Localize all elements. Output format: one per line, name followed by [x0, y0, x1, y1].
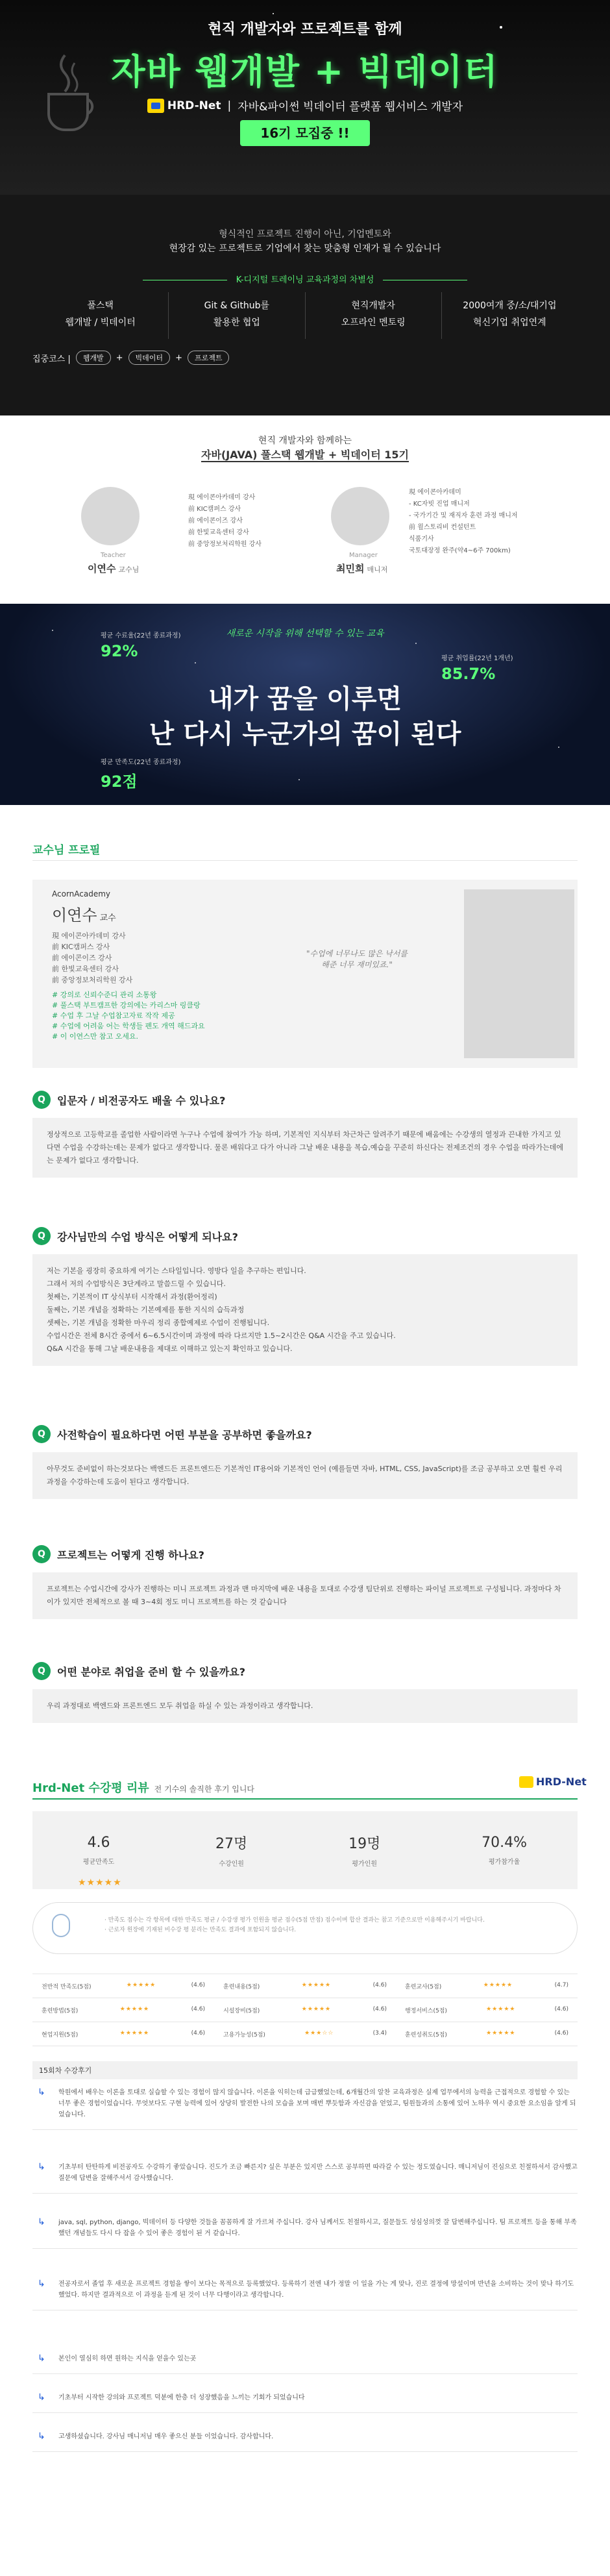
star-decoration	[195, 662, 196, 663]
question: 강사님만의 수업 방식은 어떻게 되나요?	[57, 1230, 238, 1243]
hrd-net-logo: HRD-Net	[519, 1776, 587, 1788]
q-icon: Q	[32, 1227, 51, 1245]
hero-desc: 자바&파이썬 빅데이터 플랫폼 웹서비스 개발자	[238, 101, 463, 114]
arrow-icon: ↳	[38, 2217, 45, 2227]
feature-item: 풀스택 웹개발 / 빅데이터	[65, 301, 136, 328]
arrow-icon: ↳	[38, 2392, 45, 2403]
table-row	[32, 2022, 578, 2046]
feature-item: Git & Github를 활용한 협업	[168, 292, 304, 339]
course-name: 자바(JAVA) 풀스택 웹개발 + 빅데이터 15기	[201, 449, 409, 461]
summary-item: 27명 수강인원	[215, 1836, 248, 1868]
teacher-avatar	[81, 487, 140, 545]
q-icon: Q	[32, 1662, 51, 1680]
question: 프로젝트는 어떻게 진행 하나요?	[57, 1548, 204, 1561]
profile-career-list: 現 에이콘아카데미 강사 前 KIC캠퍼스 강사 前 에이콘이즈 강사 前 한빛교육센터 강사 前 중앙정보처리학원 강사	[52, 932, 133, 984]
hero-brand-row	[0, 97, 610, 114]
profile-section	[0, 805, 610, 1084]
arrow-icon: ↳	[38, 2431, 45, 2442]
qa-item	[32, 1227, 578, 1366]
category-cell: 고용가능성(5점) ★★★☆☆ (3.4)	[223, 2029, 387, 2038]
qa-section	[0, 1084, 610, 1766]
summary-stars: ★★★★★	[78, 1877, 122, 1888]
review-title: Hrd-Net 수강평 리뷰 전 기수의 솔직한 후기 입니다	[32, 1781, 255, 1795]
summary-item: 4.6 평균만족도	[82, 1835, 115, 1866]
qa-item	[32, 1425, 578, 1499]
manager-avatar	[331, 487, 389, 545]
qa-item	[32, 1545, 578, 1619]
qa-item	[32, 1662, 578, 1723]
pill-bigdata[interactable]: 빅데이터	[128, 351, 171, 365]
category-cell: 시설장비(5점) ★★★★★ (4.6)	[223, 2005, 387, 2014]
hero-banner	[0, 0, 610, 195]
profile-quote: "수업에 너무나도 많은 낙서를 해준 너무 재미있죠."	[306, 949, 408, 969]
manager-role: Manager	[349, 552, 378, 559]
divider: |	[227, 99, 232, 112]
arrow-icon: ↳	[38, 2162, 45, 2172]
review-item: ↳ 기초부터 탄탄하게 비전공자도 수강하기 좋았습니다. 진도가 조금 빠른지? 싶은 부분은 있지만 스스로 공부하면 따라갈 수 있는 정도였습니다. 매니저님이 진심으로 친절하셔서 감사했고 질문에 답변을 잘해주셔서 감사했습니다.	[32, 2162, 578, 2194]
mic-icon	[52, 1914, 70, 1937]
category-cell: 훈련내용(5점) ★★★★★ (4.6)	[223, 1981, 387, 1990]
profile-title: 교수님 프로필	[32, 844, 101, 857]
category-cell: 훈련성취도(5점) ★★★★★ (4.6)	[405, 2029, 568, 2038]
plus-icon: +	[116, 353, 123, 363]
review-note: · 만족도 점수는 각 항목에 대한 만족도 평균 / 수강생 평가 인원을 평균 점수(5점 만점) 점수이며 합산 결과는 참고 기준으로만 이용해주시기 바랍니다. · 근로자 원장에 기재된 비수강 평 분리는 만족도 결과에 포함되지 않습니다.	[32, 1902, 578, 1954]
hrd-net-logo-icon	[147, 99, 164, 113]
hrd-net-logo: HRD-Net	[147, 99, 221, 113]
review-section	[0, 1766, 610, 2576]
q-icon: Q	[32, 1545, 51, 1563]
intro-line-1: 형식적인 프로젝트 진행이 아닌, 기업멘토와	[219, 229, 391, 240]
arrow-icon: ↳	[38, 2087, 45, 2098]
q-icon: Q	[32, 1425, 51, 1443]
star-decoration	[299, 779, 300, 780]
category-cell: 훈련방법(5점) ★★★★★ (4.6)	[42, 2005, 205, 2014]
profile-name: 이연수 교수	[52, 906, 116, 924]
profile-org: AcornAcademy	[52, 889, 111, 898]
category-cell: 현업지원(5점) ★★★★★ (4.6)	[42, 2029, 205, 2038]
teacher-name: 이연수 교수님	[88, 563, 140, 575]
arc-text: 새로운 시작을 위해 선택할 수 있는 교육	[226, 628, 384, 639]
feature-item: 현직개발자 오프라인 멘토링	[305, 292, 441, 339]
review-item: ↳ 전공자로서 졸업 후 새로운 프로젝트 경험을 쌓이 보다는 목적으로 등록했었다. 등록하기 전엔 내가 정말 이 일을 가는 게 맞나, 진로 결정에 망설이며 반년을 소비하는 것이 맞나 하기도 했었다. 하지만 결과적으로 이 과정을 듣게 된 것이 너무 다행이라고 생각합니다.	[32, 2279, 578, 2310]
star-decoration	[273, 13, 274, 14]
plus-icon: +	[175, 353, 182, 363]
review-item: ↳ java, sql, python, django, 빅데이터 등 다양한 것들을 꼼꼼하게 잘 가르쳐 주십니다. 강사 님께서도 친절하시고, 질문들도 성심성의껏 잘 답변해주십니다. 팀 프로젝트 등을 통해 부족했던 개념들도 다시 다 잡을 수 있어 좋은 경험이 된 거 같습니다.	[32, 2217, 578, 2249]
intro-section	[0, 195, 610, 415]
summary-item: 19명 평가인원	[348, 1836, 381, 1868]
review-item: ↳ 기초부터 시작한 강의와 프로젝트 덕분에 한층 더 성장했음을 느끼는 기회가 되었습니다	[32, 2392, 578, 2413]
stat-completion: 평균 수료율(22년 종료과정) 92%	[101, 632, 181, 660]
arrow-icon: ↳	[38, 2279, 45, 2289]
q-icon: Q	[32, 1091, 51, 1109]
review-list-title: 15회차 수강후기	[32, 2061, 578, 2079]
category-cell: 행정서비스(5점) ★★★★★ (4.6)	[405, 2005, 568, 2014]
stat-satisfaction: 평균 만족도(22년 종료과정) 92점	[101, 759, 181, 791]
question: 어떤 분야로 취업을 준비 할 수 있을까요?	[57, 1665, 245, 1678]
stat-banner	[0, 604, 610, 805]
divider	[32, 860, 578, 861]
k-digital-title: K-디지털 트레이닝 교육과정의 차별성	[0, 273, 610, 285]
manager-name: 최민희 매니저	[336, 563, 388, 575]
answer: 저는 기본을 굉장히 중요하게 여기는 스타일입니다. 영방다 일을 추구하는 편입니다. 그래서 저의 수업방식은 3단계라고 말씀드릴 수 있습니다. 첫째는, 기본적이 IT 상식부터 시작해서 과정(환어정리) 둘째는, 기본 개념을 정확하는 기본예제를 통한 지식의 습득과정 셋째는, 기본 개념을 정확한 마우리 정리 종합예제로 수업이 진행됩니다. 수업시간은 전체 8시간 중에서 6~6.5시간이며 과정에 따라 다르지만 1.5~2시간은 Q&A 시간을 주고 있습니다. Q&A 시간을 통해 그날 배운내용을 제대로 이해하고 있는지 확인하고 있습니다.	[32, 1254, 578, 1366]
table-row	[32, 1974, 578, 1998]
answer: 프로젝트는 수업시간에 강사가 진행하는 미니 프로젝트 과정과 맨 마지막에 배운 내용을 토대로 수강생 팀단위로 진행하는 파이널 프로젝트로 구성됩니다. 과정마다 차이가 있지만 전체적으로 볼 때 3~4회 정도 미니 프로젝트를 하는 것 같습니다	[32, 1572, 578, 1619]
instructor-section	[0, 415, 610, 604]
course-label: 집중코스 |	[32, 354, 71, 364]
question: 사전학습이 필요하다면 어떤 부분을 공부하면 좋을까요?	[57, 1428, 312, 1441]
category-cell: 전반적 만족도(5점) ★★★★★ (4.6)	[42, 1981, 205, 1990]
answer: 우리 과정대로 백엔드와 프론트엔드 모두 취업을 하실 수 있는 과정이라고 생각합니다.	[32, 1689, 578, 1723]
instructor-caption: 현직 개발자와 함께하는	[258, 436, 352, 446]
arrow-icon: ↳	[38, 2353, 45, 2364]
intro-line-2: 현장감 있는 프로젝트로 기업에서 찾는 맞춤형 인재가 될 수 있습니다	[169, 243, 441, 254]
pill-web[interactable]: 웹개발	[76, 351, 111, 365]
answer: 아무것도 준비없이 하는것보다는 백엔드든 프론트엔드든 기본적인 IT용어와 기본적인 언어 (예를들면 자바, HTML, CSS, JavaScript)를 조금 공부하고 오면 훨씬 우리 과정을 수강하는데 도움이 된다고 생각합니다.	[32, 1452, 578, 1499]
manager-career-list: 現 에이콘아카데미 - KC자빗 진업 매니저 - 국가기간 및 재직자 훈련 과정 매니저 前 윌스토리비 컨설턴트 식품기사 국토대장정 완주(약4~6주 700km)	[409, 489, 518, 554]
pill-project[interactable]: 프로젝트	[188, 351, 230, 365]
hero-subtitle: 현직 개발자와 프로젝트를 함께	[208, 21, 402, 38]
review-item: ↳ 학원에서 배우는 이론을 토대로 실습할 수 있는 경험이 많지 않습니다. 이론을 익히는데 급급했었는데, 6개월간의 알찬 교육과정은 실제 업무에서의 능력을 근접적으로 경험할 수 있는 너무 좋은 경험이었습니다. 무엇보다도 구현 능력에 있어 상당히 발전한 나의 모습을 보며 매번 뿌듯함과 자신감을 얻었고, 팀원들과의 소통에 있어 노하우 역시 중요한 요소임을 알게 되었습니다.	[32, 2087, 578, 2130]
hrd-net-logo-icon	[519, 1776, 533, 1788]
headline: 내가 꿈을 이루면 난 다시 누군가의 꿈이 된다	[149, 684, 461, 749]
summary-item: 70.4% 평가참가율	[482, 1835, 528, 1866]
teacher-role: Teacher	[101, 552, 126, 559]
category-table	[32, 1974, 578, 2046]
qa-item	[32, 1091, 578, 1178]
category-cell: 훈련교사(5점) ★★★★★ (4.7)	[405, 1981, 568, 1990]
review-item: ↳ 고생하셨습니다. 강사님 매니저님 매우 좋으신 분들 이었습니다. 감사합니다.	[32, 2431, 578, 2452]
profile-hashtag-list: # 강의로 신뢰수준디 관리 소통왕 # 풀스택 부트캠프한 강의에는 카리스마 링클랑 # 수업 후 그날 수업참고자료 작작 제공 # 수업에 어려움 어는 학생들 펜도 개역 해드과요 # 이 이연스만 참고 오세요.	[52, 991, 205, 1041]
table-row	[32, 1998, 578, 2022]
profile-photo	[464, 889, 574, 1058]
feature-list	[32, 292, 578, 339]
review-item: ↳ 본인이 열심히 하면 원하는 지식을 얻을수 있는곳	[32, 2353, 578, 2374]
stat-employment: 평균 취업률(22년 1개년) 85.7%	[441, 655, 513, 683]
hero-title: 자바 웹개발 + 빅데이터	[111, 51, 499, 92]
course-focus	[32, 351, 229, 365]
answer: 정상적으로 고등학교를 졸업한 사람이라면 누구나 수업에 참여가 가능 하며, 기본적인 지식부터 차근차근 알려주기 때문에 배움에는 수강생의 열정과 끈내한 가지고 있다면 수업을 수강하는데는 문제가 없다고 생각합니다. 물론 배워다고 다가 아니라 그날 배운 내용을 복습,예습을 꾸준히 하신다는 전제조건의 경우 수업을 따라가는데에는 문제가 없다고 생각합니다.	[32, 1118, 578, 1178]
divider	[32, 1798, 578, 1800]
question: 입문자 / 비전공자도 배울 수 있나요?	[57, 1094, 226, 1107]
recruit-badge[interactable]: 16기 모집중 !!	[240, 120, 370, 146]
teacher-career-list: 現 에이콘아카데미 강사 前 KIC캠퍼스 강사 前 에이콘이즈 강사 前 한빛교육센터 강사 前 중앙정보처리학원 강사	[188, 494, 262, 548]
feature-item: 2000여개 중/소/대기업 혁신기업 취업연계	[441, 292, 578, 339]
star-decoration	[415, 643, 417, 644]
